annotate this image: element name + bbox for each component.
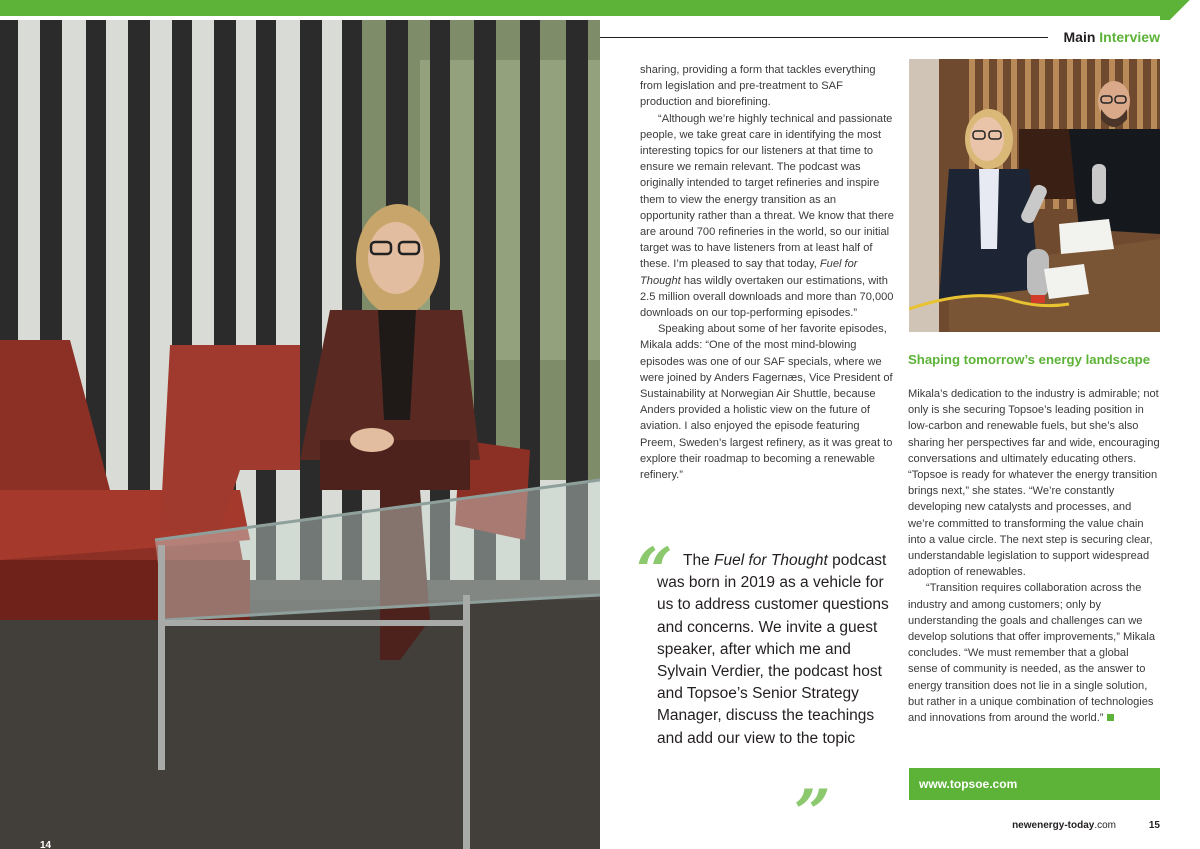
footer-site-name-text: newenergy-today [1012, 820, 1095, 831]
footer-site-tld: .com [1094, 820, 1116, 831]
section-label-main: Main [1063, 29, 1096, 45]
interview-photo-right [909, 59, 1160, 332]
page-number-right: 15 [1148, 820, 1160, 831]
website-link[interactable]: www.topsoe.com [909, 768, 1160, 800]
body-paragraph [908, 580, 1160, 726]
body-paragraph-tail: has wildly overtaken our estimations, with 2.5 million overall downloads and more than 70,000 downloads on our top-performing episodes.” [640, 274, 894, 320]
body-column-right [908, 386, 1160, 726]
body-paragraph: sharing, providing a form that tackles everything from legislation and pre-treatment to SAF production and biorefining. [640, 64, 876, 109]
body-column-middle [640, 62, 894, 483]
pull-quote-text [640, 550, 890, 750]
footer-site-name [1012, 820, 1116, 831]
section-subheading: Shaping tomorrow’s energy landscape [908, 352, 1151, 367]
pull-quote-lead: The [683, 552, 710, 569]
close-quote-icon: ” [794, 776, 831, 849]
body-paragraph-text: “Transition requires collaboration across the industry and among customers; only by understanding the goals and challenges can we develop solutions that offer improvements,” Mikala concludes. “We must remember that a global sense of community is needed, as the answer to energy transition does not lie in a single solution, but rather in a unique combination of technologies and innovations from around the world.” [908, 582, 1156, 725]
header-rule [600, 37, 1048, 38]
section-label [1064, 29, 1160, 45]
pull-quote-body: podcast was born in 2019 as a vehicle for us to address customer questions and concerns. We invite a guest speaker, after which me and Sylvain Verdier, the podcast host and Topsoe’s Senior Strategy Manager, discuss the teachings and add our view to the topic [657, 552, 889, 747]
interview-photo-left [0, 20, 600, 849]
open-quote-icon: “ [636, 534, 673, 609]
body-paragraph [640, 111, 894, 322]
page-number-left: 14 [40, 840, 52, 849]
body-paragraph: Speaking about some of her favorite episodes, Mikala adds: “One of the most mind-blowing episodes was one of our SAF specials, where we were joined by Anders Fagernæs, Vice President of Sustainability at Norwegian Air Shuttle, because Anders provided a holistic view on the future of aviation. I also enjoyed the episode featuring Preem, Sweden’s largest refinery, as it was great to explore their roadmap to becoming a renewable refinery.” [640, 323, 893, 482]
podcast-title-italic: Fuel for Thought [640, 258, 858, 287]
body-paragraph-text: “Although we’re highly technical and passionate people, we take great care in identifying the most interesting topics for our listeners at that time to ensure we remain relevant. The podcast was originally intended to target refineries and inspire them to view the energy transition as an opportunity rather than a threat. We know that there are around 700 refineries in the world, so our initial target was to have listeners from at least half of these. I’m pleased to say that today, [640, 112, 894, 271]
end-of-article-icon [1107, 714, 1114, 721]
pull-quote [636, 534, 890, 849]
top-accent-bar [0, 0, 1200, 16]
body-paragraph: Mikala’s dedication to the industry is admirable; not only is she securing Topsoe’s leading position in low-carbon and renewable fuels, but she’s also sharing her perspectives far and wide, encouraging conversations and ultimately educating others. “Topsoe is ready for whatever the energy transition brings next,” she states. “We’re constantly developing new catalysts and processes, and we’re committed to transforming the value chain into a value circle. The next step is securing clear, understandable legislation to support widespread adoption of renewables. [908, 388, 1160, 579]
section-label-accent: Interview [1099, 29, 1160, 45]
pull-quote-italic: Fuel for Thought [714, 552, 828, 569]
